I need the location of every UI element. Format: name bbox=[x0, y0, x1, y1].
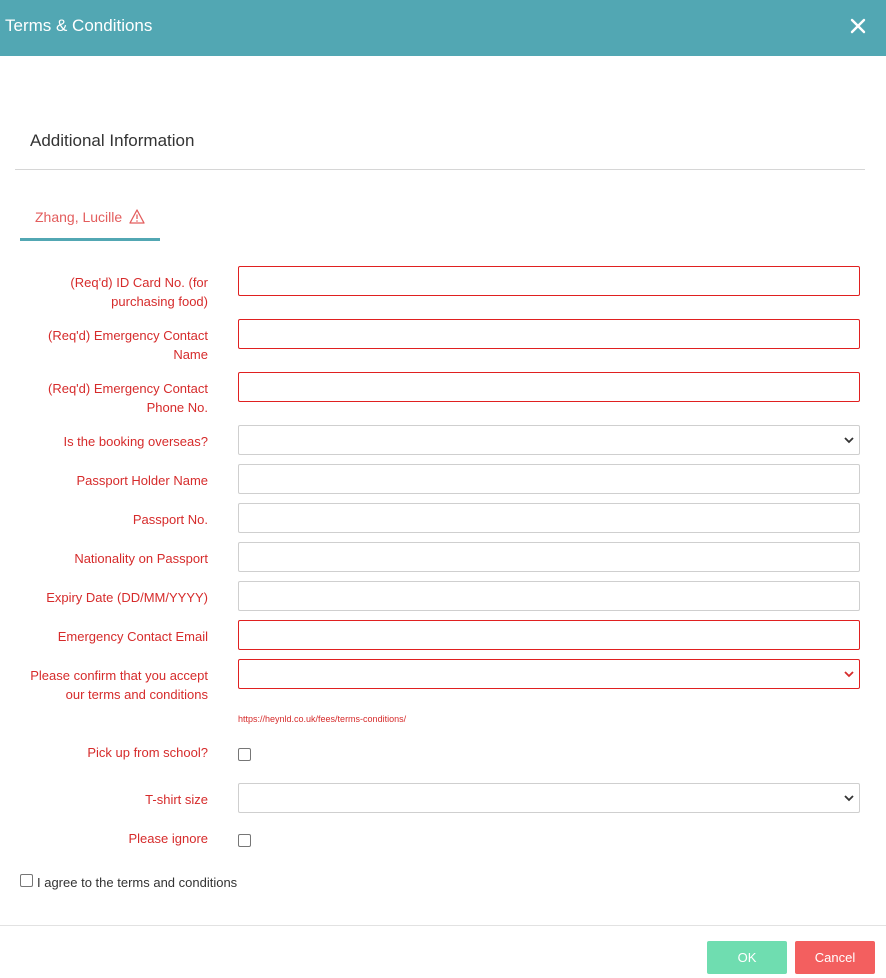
emergency-name-input[interactable] bbox=[238, 319, 860, 349]
pickup-checkbox[interactable] bbox=[238, 748, 251, 761]
agree-checkbox[interactable] bbox=[20, 874, 33, 887]
cancel-button[interactable]: Cancel bbox=[795, 941, 875, 974]
emergency-email-label: Emergency Contact Email bbox=[57, 629, 208, 644]
chevron-down-icon bbox=[842, 433, 856, 447]
close-icon[interactable] bbox=[847, 13, 869, 39]
tshirt-label: T-shirt size bbox=[145, 792, 208, 807]
confirm-terms-select[interactable] bbox=[238, 659, 860, 689]
dialog-header bbox=[0, 0, 886, 56]
expiry-input[interactable] bbox=[238, 581, 860, 611]
overseas-label: Is the booking overseas? bbox=[63, 434, 208, 449]
tab-label: Zhang, Lucille bbox=[35, 209, 123, 225]
emergency-phone-input[interactable] bbox=[238, 372, 860, 402]
chevron-down-icon bbox=[842, 667, 856, 681]
pickup-label: Pick up from school? bbox=[87, 745, 208, 760]
ignore-checkbox[interactable] bbox=[238, 834, 251, 847]
ignore-label: Please ignore bbox=[128, 831, 208, 846]
tshirt-select[interactable] bbox=[238, 783, 860, 813]
overseas-select[interactable] bbox=[238, 425, 860, 455]
footer-divider bbox=[0, 925, 886, 926]
tab-participant[interactable] bbox=[20, 198, 160, 241]
passport-no-label: Passport No. bbox=[132, 512, 208, 527]
emergency-name-label: (Req'd) Emergency Contact Name bbox=[48, 328, 208, 362]
nationality-label: Nationality on Passport bbox=[74, 551, 208, 566]
expiry-label: Expiry Date (DD/MM/YYYY) bbox=[46, 590, 208, 605]
emergency-phone-label: (Req'd) Emergency Contact Phone No. bbox=[48, 381, 208, 415]
section-title: Additional Information bbox=[30, 131, 195, 150]
chevron-down-icon bbox=[842, 791, 856, 805]
passport-no-input[interactable] bbox=[238, 503, 860, 533]
section-divider bbox=[15, 169, 865, 170]
terms-link[interactable]: https://heynld.co.uk/fees/terms-conditions/ bbox=[238, 714, 407, 724]
warning-icon bbox=[129, 209, 145, 224]
nationality-input[interactable] bbox=[238, 542, 860, 572]
passport-holder-input[interactable] bbox=[238, 464, 860, 494]
ok-button[interactable]: OK bbox=[707, 941, 787, 974]
passport-holder-label: Passport Holder Name bbox=[76, 473, 208, 488]
id-card-label: (Req'd) ID Card No. (for purchasing food) bbox=[70, 275, 208, 309]
emergency-email-input[interactable] bbox=[238, 620, 860, 650]
id-card-input[interactable] bbox=[238, 266, 860, 296]
dialog-title: Terms & Conditions bbox=[5, 16, 153, 35]
confirm-terms-label: Please confirm that you accept our terms and conditions bbox=[30, 668, 208, 702]
agree-label: I agree to the terms and conditions bbox=[37, 875, 238, 890]
